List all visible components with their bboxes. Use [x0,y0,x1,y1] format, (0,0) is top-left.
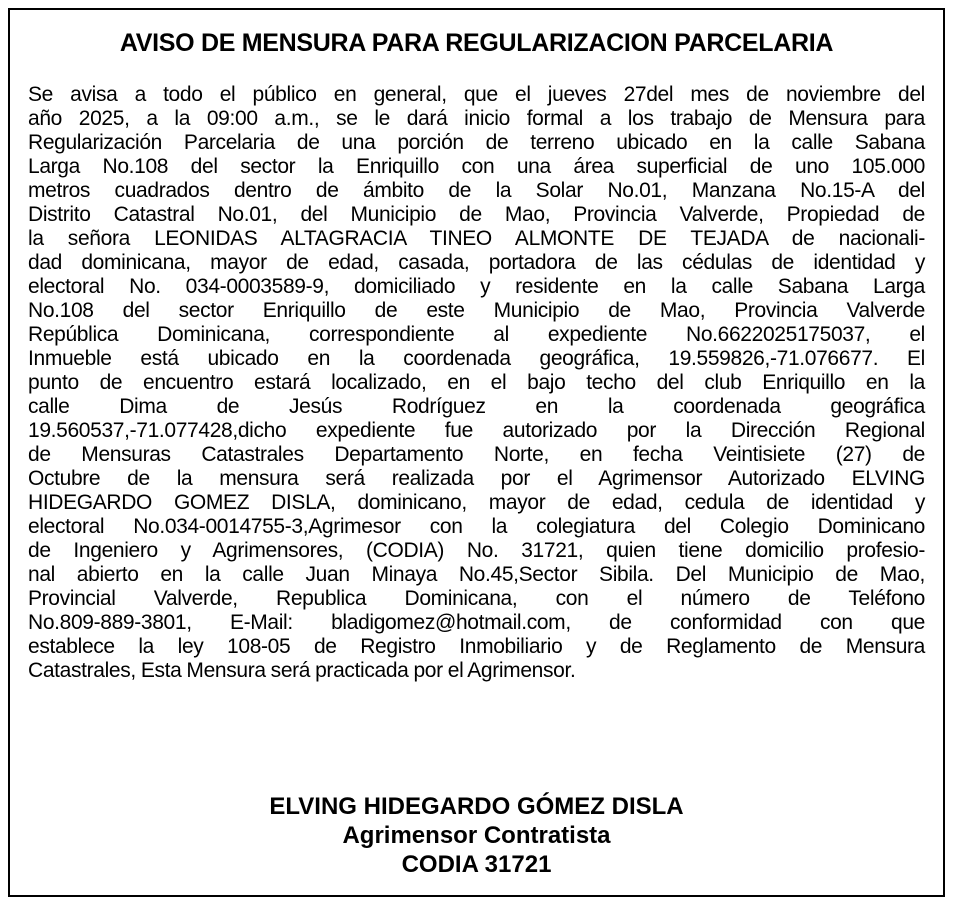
body-line: nal abierto en la calle Juan Minaya No.45,Sector Sibila. Del Municipio de Mao, [28,563,925,586]
notice-body [28,83,925,683]
body-line: establece la ley 108-05 de Registro Inmobiliario y de Reglamento de Mensura [28,635,925,658]
body-line: la señora LEONIDAS ALTAGRACIA TINEO ALMONTE DE TEJADA de nacionali- [28,227,925,250]
body-line: dad dominicana, mayor de edad, casada, portadora de las cédulas de identidad y [28,251,925,274]
signature-role: Agrimensor Contratista [342,822,611,849]
body-line: punto de encuentro estará localizado, en el bajo techo del club Enriquillo en la [28,371,925,394]
body-line: Se avisa a todo el público en general, que el jueves 27del mes de noviembre del [28,83,925,106]
signature-codia: CODIA 31721 [401,851,552,878]
body-line: metros cuadrados dentro de ámbito de la Solar No.01, Manzana No.15-A del [28,179,925,202]
body-line: 19.560537,-71.077428,dicho expediente fue autorizado por la Dirección Regional [28,419,925,442]
body-line: de Mensuras Catastrales Departamento Norte, en fecha Veintisiete (27) de [28,443,925,466]
body-line: de Ingeniero y Agrimensores, (CODIA) No. 31721, quien tiene domicilio profesio- [28,539,925,562]
body-line: Provincial Valverde, Republica Dominicana, con el número de Teléfono [28,587,925,610]
body-line: Octubre de la mensura será realizada por el Agrimensor Autorizado ELVING [28,467,925,490]
body-line: electoral No.034-0014755-3,Agrimesor con la colegiatura del Colegio Dominicano [28,515,925,538]
body-line: No.809-889-3801, E-Mail: bladigomez@hotmail.com, de conformidad con que [28,611,925,634]
body-line: República Dominicana, correspondiente al expediente No.6622025175037, el [28,323,925,346]
body-line: Larga No.108 del sector la Enriquillo con una área superficial de uno 105.000 [28,155,925,178]
body-line: Distrito Catastral No.01, del Municipio de Mao, Provincia Valverde, Propiedad de [28,203,925,226]
signature-block [10,792,943,879]
body-line: electoral No. 034-0003589-9, domiciliado y residente en la calle Sabana Larga [28,275,925,298]
body-line: Regularización Parcelaria de una porción de terreno ubicado en la calle Sabana [28,131,925,154]
body-line: año 2025, a la 09:00 a.m., se le dará inicio formal a los trabajo de Mensura para [28,107,925,130]
notice-title: AVISO DE MENSURA PARA REGULARIZACION PARCELARIA [119,29,834,57]
body-line: HIDEGARDO GOMEZ DISLA, dominicano, mayor de edad, cedula de identidad y [28,491,925,514]
body-line: calle Dima de Jesús Rodríguez en la coordenada geográfica [28,395,925,418]
body-line: Inmueble está ubicado en la coordenada geográfica, 19.559826,-71.076677. El [28,347,925,370]
notice-frame [8,8,945,897]
signature-name: ELVING HIDEGARDO GÓMEZ DISLA [269,793,684,820]
body-line: No.108 del sector Enriquillo de este Municipio de Mao, Provincia Valverde [28,299,925,322]
body-line: Catastrales, Esta Mensura será practicada por el Agrimensor. [28,659,576,682]
